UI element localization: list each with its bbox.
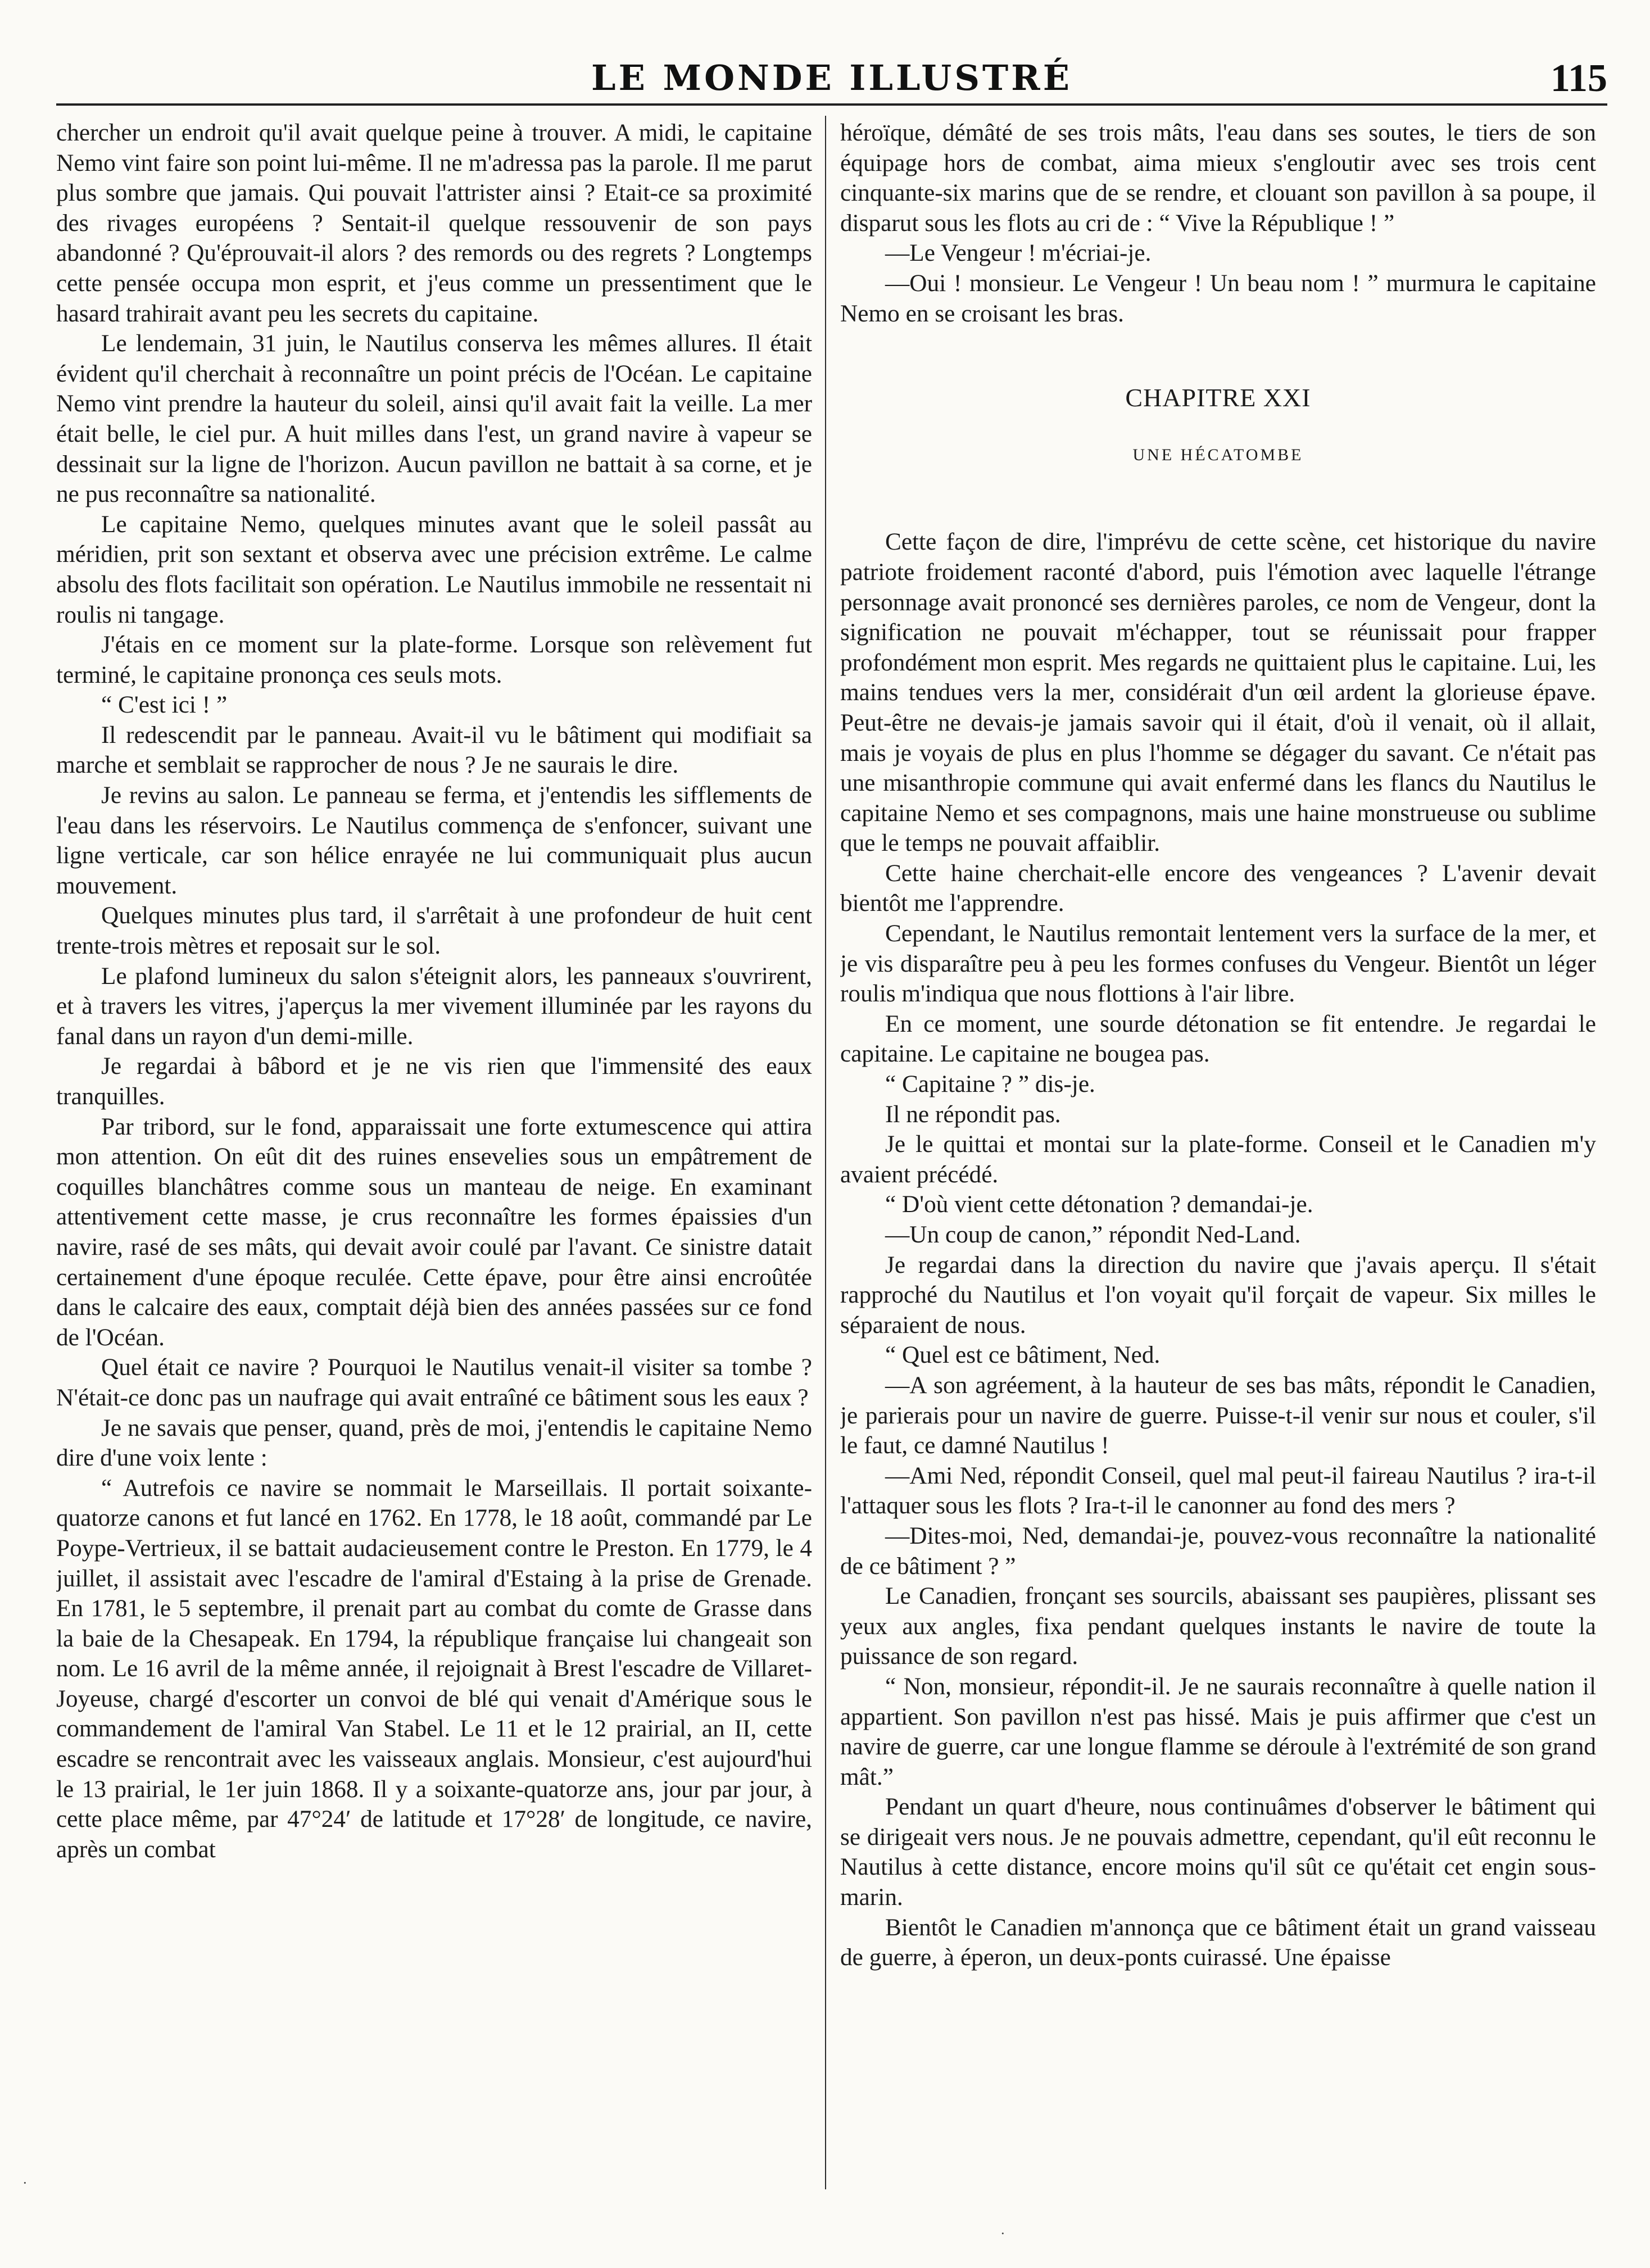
print-speck: · (22, 2175, 28, 2191)
page-number: 115 (1550, 57, 1607, 100)
left-column (56, 118, 812, 2197)
paragraph: Je ne savais que penser, quand, près de moi, j'entendis le capitaine Nemo dire d'une voix lente : (56, 1414, 812, 1472)
paragraph: Cette haine cherchait-elle encore des vengeances ? L'avenir devait bientôt me l'apprendre. (840, 859, 1596, 917)
paragraph: Cette façon de dire, l'imprévu de cette scène, cet historique du navire patriote froidement raconté d'abord, puis l'émotion avec laquelle l'étrange personnage avait prononcé ses dernières paroles, ce nom de Vengeur, dont la signification ne pouvait m'échapper, tout se réunissait pour frapper profondément mon esprit. Mes regards ne quittaient plus le capitaine. Lui, les mains tendues vers la mer, considérait d'un œil ardent la glorieuse épave. Peut-être ne devais-je jamais savoir qui il était, d'où il venait, où il allait, mais je voyais de plus en plus l'homme se dégager du savant. Ce n'était pas une misanthropie commune qui avait enfermé dans les flancs du Nautilus le capitaine Nemo et ses compagnons, mais une haine monstrueuse ou sublime que le temps ne pouvait affaiblir. (840, 528, 1596, 857)
paragraph: Le plafond lumineux du salon s'éteignit alors, les panneaux s'ouvrirent, et à travers les vitres, j'aperçus la mer vivement illuminée par les rayons du fanal dans un rayon d'un demi-mille. (56, 962, 812, 1050)
column-divider (825, 116, 826, 2189)
paragraph: “ Non, monsieur, répondit-il. Je ne saurais reconnaître à quelle nation il appartient. Son pavillon n'est pas hissé. Mais je puis affirmer que c'est un navire de guerre, car une longue flamme se déroule à l'extrémité de son grand mât.” (840, 1672, 1596, 1790)
paragraph: Le Canadien, fronçant ses sourcils, abaissant ses paupières, plissant ses yeux aux angles, fixa pendant quelques instants le navire de toute la puissance de son regard. (840, 1582, 1596, 1670)
paragraph: J'étais en ce moment sur la plate-forme. Lorsque son relèvement fut terminé, le capitaine prononça ces seuls mots. (56, 631, 812, 688)
paragraph: Le lendemain, 31 juin, le Nautilus conserva les mêmes allures. Il était évident qu'il cherchait à reconnaître un point précis de l'Océan. Le capitaine Nemo vint prendre la hauteur du soleil, ainsi qu'il avait fait la veille. La mer était belle, le ciel pur. A huit milles dans l'est, un grand navire à vapeur se dessinait sur la ligne de l'horizon. Aucun pavillon ne battait à sa corne, et je ne pus reconnaître sa nationalité. (56, 330, 812, 508)
paragraph: Je le quittai et montai sur la plate-forme. Conseil et le Canadien m'y avaient précédé. (840, 1131, 1596, 1188)
paragraph: Cependant, le Nautilus remontait lentement vers la surface de la mer, et je vis disparaître peu à peu les formes confuses du Vengeur. Bientôt un léger roulis m'indiqua que nous flottions à l'air libre. (840, 920, 1596, 1008)
paragraph: Le capitaine Nemo, quelques minutes avant que le soleil passât au méridien, prit son sextant et observa avec une précision extrême. Le calme absolu des flots facilitait son opération. Le Nautilus immobile ne ressentait ni roulis ni tangage. (56, 510, 812, 628)
paragraph: Je regardai dans la direction du navire que j'avais aperçu. Il s'était rapproché du Nautilus et l'on voyait qu'il forçait de vapeur. Six milles le séparaient de nous. (840, 1251, 1596, 1339)
paragraph: “ C'est ici ! ” (101, 691, 228, 719)
paragraph: —Oui ! monsieur. Le Vengeur ! Un beau nom ! ” murmura le capitaine Nemo en se croisant les bras. (840, 269, 1596, 327)
right-column (840, 118, 1596, 2197)
paragraph: —Ami Ned, répondit Conseil, quel mal peut-il faireau Nautilus ? ira-t-il l'attaquer sous les flots ? Ira-t-il le canonner au fond des mers ? (840, 1462, 1596, 1519)
paragraph: “ Autrefois ce navire se nommait le Marseillais. Il portait soixante-quatorze canons et fut lancé en 1762. En 1778, le 18 août, commandé par Le Poype-Vertrieux, il se battait audacieusement contre le Preston. En 1779, le 4 juillet, il assistait avec l'escadre de l'amiral d'Estaing à la prise de Grenade. En 1781, le 5 septembre, il prenait part au combat du comte de Grasse dans la baie de la Chesapeak. En 1794, la république française lui changeait son nom. Le 16 avril de la même année, il rejoignait à Brest l'escadre de Villaret-Joyeuse, chargé d'escorter un convoi de blé qui venait d'Amérique sous le commandement de l'amiral Van Stabel. Le 11 et le 12 prairial, an II, cette escadre se rencontrait avec les vaisseaux anglais. Monsieur, c'est aujourd'hui le 13 prairial, le 1er juin 1868. Il y a soixante-quatorze ans, jour par jour, à cette place même, par 47°24′ de latitude et 17°28′ de longitude, ce navire, après un combat (56, 1474, 812, 1863)
paragraph: “ D'où vient cette détonation ? demandai-je. (885, 1191, 1313, 1218)
chapter-title: CHAPITRE XXI (1125, 383, 1311, 412)
paragraph: —Le Vengeur ! m'écriai-je. (885, 239, 1152, 267)
paragraph: “ Capitaine ? ” dis-je. (885, 1071, 1095, 1098)
chapter-subtitle: UNE HÉCATOMBE (1132, 445, 1304, 464)
paragraph: Je revins au salon. Le panneau se ferma, et j'entendis les sifflements de l'eau dans les réservoirs. Le Nautilus commença de s'enfoncer, suivant une ligne verticale, car son hélice enrayée ne lui communiquait plus aucun mouvement. (56, 782, 812, 899)
paragraph: Par tribord, sur le fond, apparaissait une forte extumescence qui attira mon attention. On eût dit des ruines ensevelies sous un empâtrement de coquilles blanchâtres comme sous un manteau de neige. En examinant attentivement cette masse, je crus reconnaître les formes épaissies d'un navire, rasé de ses mâts, qui devait avoir coulé par l'avant. Ce sinistre datait certainement d'une époque reculée. Cette épave, pour être ainsi encroûtée dans le calcaire des eaux, comptait déjà bien des années passées sur ce fond de l'Océan. (56, 1113, 812, 1351)
paragraph: Pendant un quart d'heure, nous continuâmes d'observer le bâtiment qui se dirigeait vers nous. Je ne pouvais admettre, cependant, qu'il eût reconnu le Nautilus à cette distance, encore moins qu'il sût ce qu'était cet engin sous-marin. (840, 1793, 1596, 1911)
paragraph: Je regardai à bâbord et je ne vis rien que l'immensité des eaux tranquilles. (56, 1053, 812, 1110)
paragraph: chercher un endroit qu'il avait quelque peine à trouver. A midi, le capitaine Nemo vint faire son point lui-même. Il ne m'adressa pas la parole. Il me parut plus sombre que jamais. Qui pouvait l'attrister ainsi ? Etait-ce sa proximité des rivages européens ? Sentait-il quelque ressouvenir de son pays abandonné ? Qu'éprouvait-il alors ? des remords ou des regrets ? Longtemps cette pensée occupa mon esprit, et j'eus comme un pressentiment que le hasard trahirait avant peu les secrets du capitaine. (56, 119, 812, 327)
paragraph: Bientôt le Canadien m'annonça que ce bâtiment était un grand vaisseau de guerre, à éperon, un deux-ponts cuirassé. Une épaisse (840, 1913, 1596, 1971)
paragraph: —A son agréement, à la hauteur de ses bas mâts, répondit le Canadien, je parierais pour un navire de guerre. Puisse-t-il venir sur nous et couler, s'il le faut, ce damné Nautilus ! (840, 1371, 1596, 1459)
print-speck: · (1000, 2225, 1005, 2242)
header-rule (56, 103, 1607, 106)
paragraph: Quel était ce navire ? Pourquoi le Nautilus venait-il visiter sa tombe ? N'était-ce donc pas un naufrage qui avait entraîné ce bâtiment sous les eaux ? (56, 1354, 812, 1411)
paragraph: Il redescendit par le panneau. Avait-il vu le bâtiment qui modifiait sa marche et semblait se rapprocher de nous ? Je ne saurais le dire. (56, 721, 812, 779)
page-header (56, 56, 1607, 107)
paragraph: En ce moment, une sourde détonation se fit entendre. Je regardai le capitaine. Le capitaine ne bougea pas. (840, 1010, 1596, 1068)
paragraph: “ Quel est ce bâtiment, Ned. (885, 1341, 1161, 1369)
paragraph: héroïque, démâté de ses trois mâts, l'eau dans ses soutes, le tiers de son équipage hors de combat, aima mieux s'engloutir avec ses trois cent cinquante-six marins que de se rendre, et clouant son pavillon à sa poupe, il disparut sous les flots au cri de : “ Vive la République ! ” (840, 119, 1596, 237)
masthead-title: LE MONDE ILLUSTRÉ (591, 57, 1072, 98)
paragraph: —Dites-moi, Ned, demandai-je, pouvez-vous reconnaître la nationalité de ce bâtiment ? ” (840, 1522, 1596, 1580)
paragraph: Quelques minutes plus tard, il s'arrêtait à une profondeur de huit cent trente-trois mètres et reposait sur le sol. (56, 902, 812, 960)
paragraph: —Un coup de canon,” répondit Ned-Land. (885, 1221, 1301, 1248)
paragraph: Il ne répondit pas. (885, 1100, 1061, 1128)
